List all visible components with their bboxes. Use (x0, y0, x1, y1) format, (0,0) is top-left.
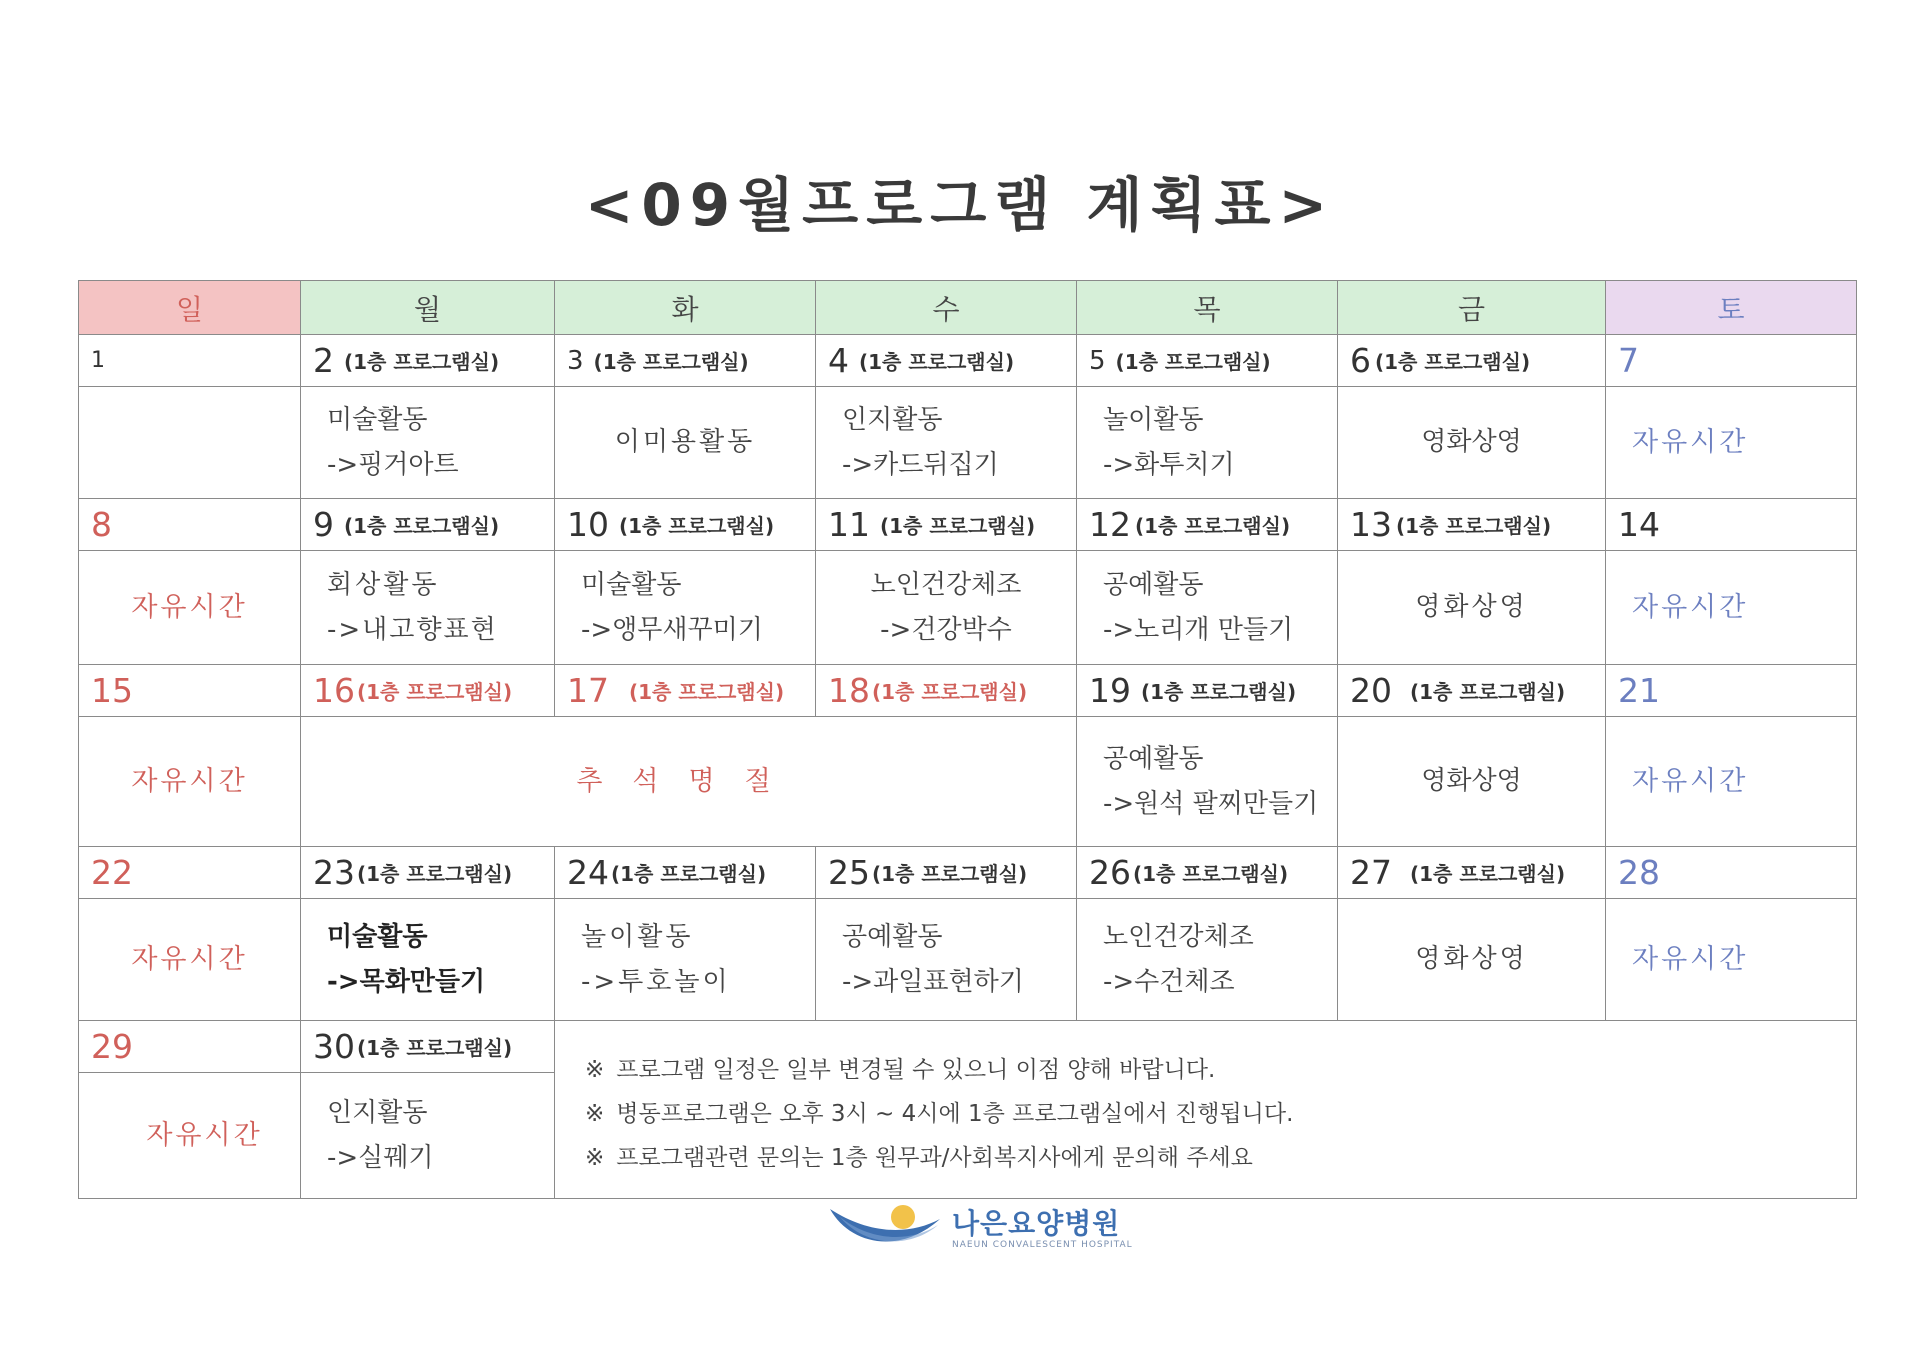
date-number: 8 (91, 505, 112, 544)
activity-cell (79, 387, 301, 499)
date-cell (816, 499, 1077, 551)
date-number: 24 (567, 853, 609, 892)
date-number: 11 (828, 505, 870, 544)
activity-detail: ->노리개 만들기 (1103, 614, 1294, 645)
date-number: 29 (91, 1027, 133, 1066)
activity-cell (79, 1073, 301, 1199)
date-number: 16 (313, 671, 355, 710)
date-cell (1077, 847, 1338, 899)
activity-cell (1606, 387, 1857, 499)
activity-cell (555, 899, 816, 1021)
week-3-dates (79, 665, 1857, 717)
date-number: 26 (1089, 853, 1131, 892)
date-cell (1606, 499, 1857, 551)
note-text: 프로그램관련 문의는 1층 원무과/사회복지사에게 문의해 주세요 (616, 1144, 1253, 1171)
weekday-sun: 일 (79, 281, 301, 335)
activity-cell (1606, 717, 1857, 847)
activity-name: 공예활동 (1103, 569, 1204, 600)
date-cell (1338, 335, 1606, 387)
activity-name: 인지활동 (842, 404, 943, 435)
room-tag: (1층 프로그램실) (1410, 680, 1566, 704)
room-tag: (1층 프로그램실) (1141, 680, 1297, 704)
date-number: 21 (1618, 671, 1660, 710)
date-cell (1606, 665, 1857, 717)
date-cell (301, 1021, 555, 1073)
room-tag: (1층 프로그램실) (880, 514, 1036, 538)
room-tag: (1층 프로그램실) (1133, 862, 1289, 886)
date-cell (816, 335, 1077, 387)
date-cell (555, 335, 816, 387)
activity-name: 영화상영 (1415, 592, 1528, 622)
activity-name: 공예활동 (1103, 743, 1204, 774)
room-tag: (1층 프로그램실) (619, 514, 775, 538)
date-cell (555, 665, 816, 717)
date-number: 28 (1618, 853, 1660, 892)
activity-cell (301, 1073, 555, 1199)
date-number: 5 (1089, 345, 1106, 376)
activity-cell (79, 551, 301, 665)
note-mark: ※ (585, 1100, 605, 1127)
room-tag: (1층 프로그램실) (629, 680, 785, 704)
activity-name: 노인건강체조 (870, 569, 1022, 600)
date-number: 7 (1618, 341, 1639, 380)
date-number: 1 (91, 348, 105, 373)
room-tag: (1층 프로그램실) (1410, 862, 1566, 886)
date-cell (301, 499, 555, 551)
holiday-cell (301, 717, 1077, 847)
date-number: 6 (1350, 341, 1371, 380)
activity-detail: ->실꿰기 (327, 1142, 434, 1173)
activity-cell (79, 717, 301, 847)
date-cell (1077, 335, 1338, 387)
activity-cell (1077, 717, 1338, 847)
activity-name: 자유시간 (1632, 766, 1749, 797)
activity-name: 자유시간 (1632, 427, 1749, 458)
activity-cell (301, 387, 555, 499)
date-cell (79, 1021, 301, 1073)
weekday-mon: 월 (301, 281, 555, 335)
room-tag: (1층 프로그램실) (357, 1036, 513, 1060)
date-number: 14 (1618, 505, 1660, 544)
date-number: 4 (828, 341, 849, 380)
logo-subtitle: NAEUN CONVALESCENT HOSPITAL (952, 1240, 1133, 1250)
activity-cell (1077, 899, 1338, 1021)
date-number: 30 (313, 1027, 355, 1066)
room-tag: (1층 프로그램실) (357, 680, 513, 704)
weekday-sat: 토 (1606, 281, 1857, 335)
note-item (585, 1136, 1856, 1180)
room-tag: (1층 프로그램실) (859, 350, 1015, 374)
weekday-header-row (79, 281, 1857, 335)
activity-detail: ->건강박수 (880, 614, 1012, 645)
room-tag: (1층 프로그램실) (1396, 514, 1552, 538)
date-cell (301, 665, 555, 717)
activity-cell (1338, 717, 1606, 847)
week-2-activities (79, 551, 1857, 665)
week-1-activities (79, 387, 1857, 499)
date-number: 25 (828, 853, 870, 892)
activity-detail: ->카드뒤집기 (842, 449, 999, 480)
activity-detail: ->원석 팔찌만들기 (1103, 788, 1319, 819)
activity-cell (1338, 551, 1606, 665)
note-mark: ※ (585, 1056, 605, 1083)
activity-name: 공예활동 (842, 921, 943, 952)
activity-detail: ->앵무새꾸미기 (581, 614, 763, 645)
date-cell (79, 335, 301, 387)
activity-detail: ->투호놀이 (581, 966, 731, 997)
activity-cell (301, 899, 555, 1021)
activity-cell (816, 899, 1077, 1021)
note-text: 병동프로그램은 오후 3시 ~ 4시에 1층 프로그램실에서 진행됩니다. (616, 1100, 1294, 1127)
activity-cell (301, 551, 555, 665)
date-cell (1606, 335, 1857, 387)
room-tag: (1층 프로그램실) (593, 350, 749, 374)
activity-name: 회상활동 (327, 569, 440, 600)
weekday-fri: 금 (1338, 281, 1606, 335)
activity-cell (79, 899, 301, 1021)
date-number: 10 (567, 505, 609, 544)
activity-detail: ->수건체조 (1103, 966, 1235, 997)
room-tag: (1층 프로그램실) (1135, 514, 1291, 538)
activity-name: 노인건강체조 (1103, 921, 1254, 952)
room-tag: (1층 프로그램실) (344, 350, 500, 374)
date-cell (1077, 665, 1338, 717)
notes-cell (555, 1021, 1857, 1199)
room-tag: (1층 프로그램실) (344, 514, 500, 538)
date-number: 17 (567, 671, 609, 710)
activity-name: 영화상영 (1421, 427, 1522, 457)
activity-cell (1338, 387, 1606, 499)
date-number: 18 (828, 671, 870, 710)
note-mark: ※ (585, 1144, 605, 1171)
schedule-calendar (78, 280, 1857, 1199)
activity-name: 자유시간 (146, 1120, 263, 1151)
weekday-thu: 목 (1077, 281, 1338, 335)
activity-cell (816, 387, 1077, 499)
date-cell (1606, 847, 1857, 899)
activity-detail: ->과일표현하기 (842, 966, 1024, 997)
activity-cell (1606, 551, 1857, 665)
room-tag: (1층 프로그램실) (872, 680, 1028, 704)
note-text: 프로그램 일정은 일부 변경될 수 있으니 이점 양해 바랍니다. (616, 1056, 1216, 1083)
note-item (585, 1048, 1856, 1092)
activity-name: 놀이활동 (1103, 404, 1204, 435)
note-item (585, 1092, 1856, 1136)
activity-detail: ->화투치기 (1103, 449, 1235, 480)
date-number: 23 (313, 853, 355, 892)
date-cell (555, 847, 816, 899)
room-tag: (1층 프로그램실) (611, 862, 767, 886)
date-number: 2 (313, 341, 334, 380)
activity-name: 놀이활동 (581, 921, 694, 952)
activity-name: 자유시간 (131, 592, 248, 623)
activity-detail: ->목화만들기 (327, 966, 486, 997)
holiday-label: 추석명절 (576, 766, 801, 797)
date-number: 9 (313, 505, 334, 544)
room-tag: (1층 프로그램실) (1375, 350, 1531, 374)
date-cell (816, 847, 1077, 899)
date-cell (79, 665, 301, 717)
logo-name: 나은요양병원 (952, 1207, 1121, 1240)
activity-name: 영화상영 (1415, 944, 1528, 974)
weekday-wed: 수 (816, 281, 1077, 335)
date-cell (555, 499, 816, 551)
date-cell (816, 665, 1077, 717)
weekday-tue: 화 (555, 281, 816, 335)
activity-name: 인지활동 (327, 1097, 428, 1128)
week-4-dates (79, 847, 1857, 899)
week-3-activities (79, 717, 1857, 847)
room-tag: (1층 프로그램실) (1115, 350, 1271, 374)
activity-name: 자유시간 (1632, 944, 1749, 975)
date-cell (1338, 665, 1606, 717)
date-number: 20 (1350, 671, 1392, 710)
page-title: <09월프로그램 계획표> (584, 171, 1336, 239)
date-number: 3 (567, 345, 584, 376)
activity-name: 자유시간 (131, 944, 248, 975)
activity-name: 영화상영 (1421, 766, 1522, 796)
room-tag: (1층 프로그램실) (872, 862, 1028, 886)
activity-detail: ->핑거아트 (327, 449, 459, 480)
activity-cell (1077, 551, 1338, 665)
activity-name: 자유시간 (131, 766, 248, 797)
activity-cell (1338, 899, 1606, 1021)
date-cell (1077, 499, 1338, 551)
date-cell (79, 847, 301, 899)
date-number: 19 (1089, 671, 1131, 710)
activity-cell (1606, 899, 1857, 1021)
date-cell (301, 847, 555, 899)
date-cell (1338, 499, 1606, 551)
date-cell (301, 335, 555, 387)
room-tag: (1층 프로그램실) (357, 862, 513, 886)
activity-name: 미술활동 (327, 921, 428, 952)
week-2-dates (79, 499, 1857, 551)
date-number: 22 (91, 853, 133, 892)
week-5-dates (79, 1021, 1857, 1073)
date-cell (79, 499, 301, 551)
date-number: 15 (91, 671, 133, 710)
activity-detail: ->내고향표현 (327, 614, 498, 645)
activity-name: 미술활동 (581, 569, 682, 600)
date-number: 27 (1350, 853, 1392, 892)
activity-cell (555, 387, 816, 499)
date-cell (1338, 847, 1606, 899)
week-4-activities (79, 899, 1857, 1021)
date-number: 13 (1350, 505, 1392, 544)
activity-cell (555, 551, 816, 665)
date-number: 12 (1089, 505, 1131, 544)
week-1-dates (79, 335, 1857, 387)
activity-name: 자유시간 (1632, 592, 1749, 623)
activity-cell (816, 551, 1077, 665)
activity-name: 이미용활동 (614, 427, 756, 457)
activity-name: 미술활동 (327, 404, 428, 435)
activity-cell (1077, 387, 1338, 499)
